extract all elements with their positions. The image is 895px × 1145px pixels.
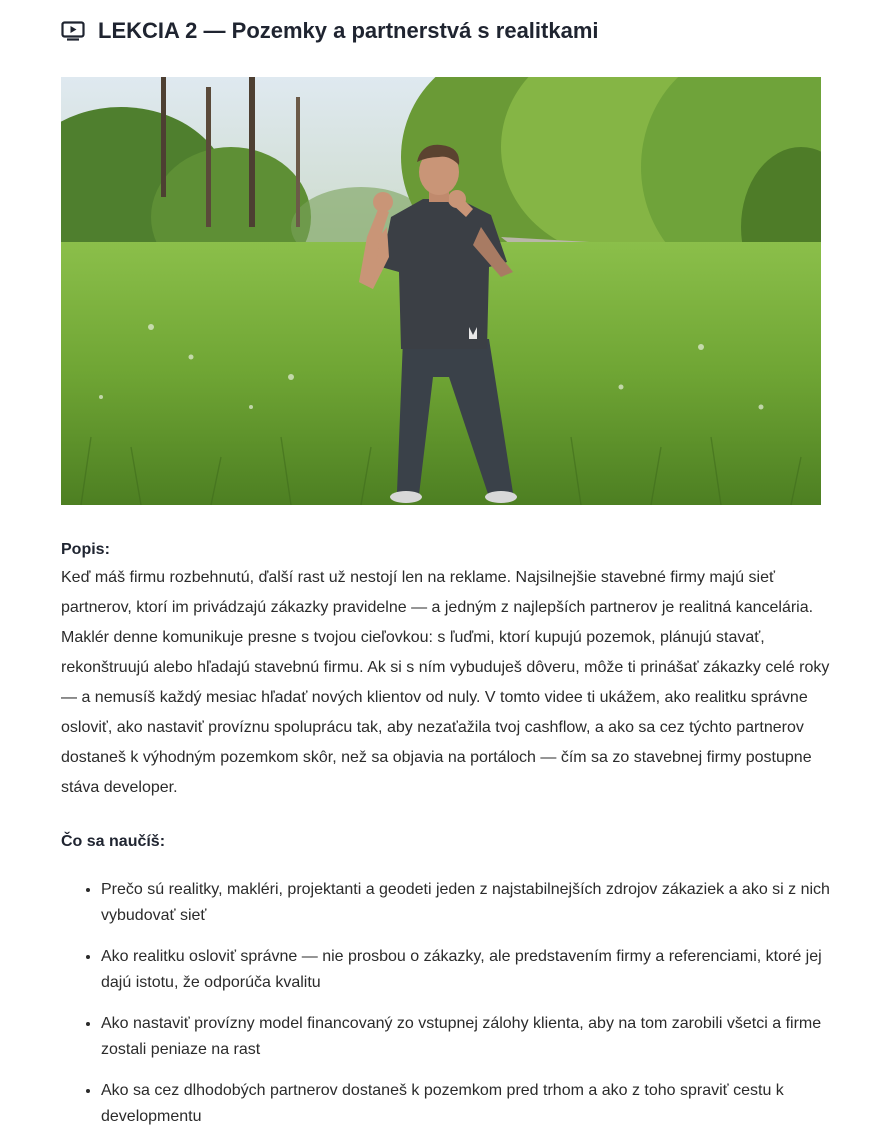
learn-label: Čo sa naučíš: bbox=[61, 833, 166, 850]
description-text: Keď máš firmu rozbehnutú, ďalší rast už nestojí len na reklame. Najsilnejšie stavebné firmy majú sieť partnerov, ktorí im privádzajú zákazky pravidelne — a jedným z najlepších partnerov je realitná kancelária. Maklér denne komunikuje presne s tvojou cieľovkou: s ľuďmi, ktorí kupujú pozemok, plánujú stavať, rekonštruujú alebo hľadajú stavebnú firmu. Ak si s ním vybuduješ dôveru, môže ti prinášať zákazky celé roky — a nemusíš každý mesiac hľadať nových klientov od nuly. V tomto videe ti ukážem, ako realitku správne osloviť, ako nastaviť províznu spoluprácu tak, aby nezaťažila tvoj cashflow, a ako sa cez týchto partnerov dostaneš k výhodným pozemkom skôr, než sa objavia na portáloch — čím sa zo stavebnej firmy postupne stáva developer. bbox=[61, 569, 830, 796]
lesson-title: LEKCIA 2 — Pozemky a partnerstvá s realitkami bbox=[98, 18, 599, 43]
list-item: • Ako realitku osloviť správne — nie prosbou o zákazky, ale predstavením firmy a referenciami, ktoré jej dajú istotu, že odporúča kvalitu bbox=[101, 944, 831, 996]
lesson-content bbox=[61, 537, 831, 1145]
learn-list bbox=[61, 877, 831, 1130]
video-lesson-icon bbox=[61, 21, 85, 41]
lesson-header bbox=[61, 14, 599, 48]
video-thumbnail[interactable] bbox=[61, 77, 821, 505]
list-item: • Ako sa cez dlhodobých partnerov dostaneš k pozemkom pred trhom a ako z toho spraviť cestu k developmentu bbox=[101, 1078, 831, 1130]
description-label: Popis: bbox=[61, 541, 110, 558]
video-player[interactable] bbox=[61, 77, 821, 505]
list-item: • Prečo sú realitky, makléri, projektanti a geodeti jeden z najstabilnejších zdrojov zákaziek a ako si z nich vybudovať sieť bbox=[101, 877, 831, 929]
list-item: • Ako nastaviť provízny model financovaný zo vstupnej zálohy klienta, aby na tom zarobili všetci a firme zostali peniaze na rast bbox=[101, 1011, 831, 1063]
